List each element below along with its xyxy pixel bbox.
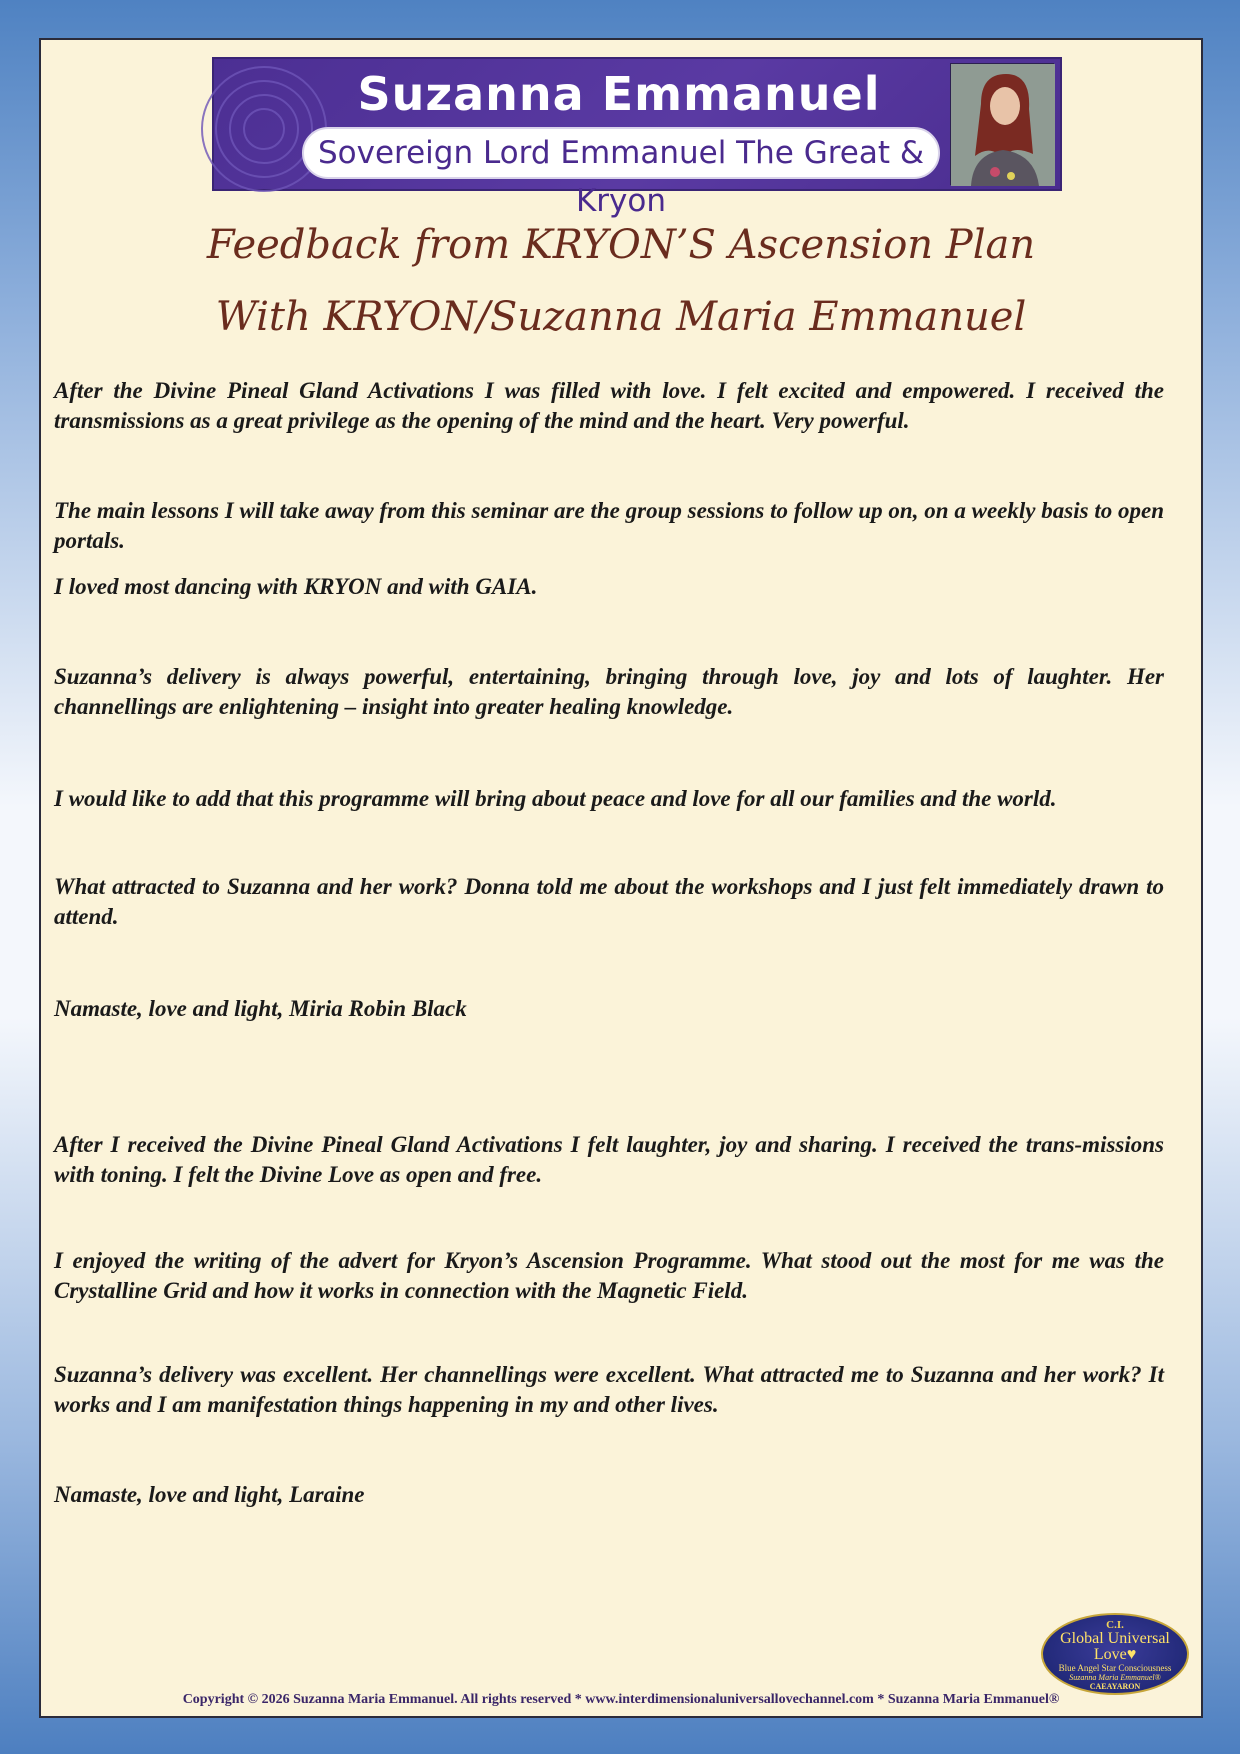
logo-line: C.I. (1106, 1619, 1124, 1631)
logo-line: CAEAYARON (1089, 1682, 1141, 1691)
global-universal-love-logo (1041, 1613, 1189, 1695)
banner-subtitle: Sovereign Lord Emmanuel The Great & Kryon (302, 127, 940, 179)
feedback-paragraph: I enjoyed the writing of the advert for Kryon’s Ascension Programme. What stood out the most for me was the Crystalline Grid and how it works in connection with the Magnetic Field. (54, 1248, 1164, 1303)
feedback-paragraph: Suzanna’s delivery is always powerful, entertaining, bringing through love, joy and lots of laughter. Her channellings are enlightening – insight into greater healing knowledge. (54, 664, 1164, 719)
portrait-photo (950, 63, 1054, 185)
banner-name: Suzanna Emmanuel (357, 67, 881, 121)
feedback-paragraph: I would like to add that this programme will bring about peace and love for all our families and the world. (54, 786, 1057, 811)
feedback-paragraph: The main lessons I will take away from this seminar are the group sessions to follow up on, on a weekly basis to open portals. (54, 498, 1164, 553)
signature-line: Namaste, love and light, Laraine (54, 1482, 365, 1507)
portrait-icon (951, 64, 1055, 186)
page-title-line1: Feedback from KRYON’S Ascension Plan (206, 222, 1036, 268)
feedback-paragraph: Suzanna’s delivery was excellent. Her channellings were excellent. What attracted me to Suzanna and her work? It works and I am manifestation things happening in my and other lives. (54, 1362, 1164, 1417)
logo-line: Blue Angel Star Consciousness (1058, 1663, 1172, 1673)
header-banner (212, 57, 1062, 219)
feedback-paragraph: I loved most dancing with KRYON and with GAIA. (54, 574, 538, 599)
feedback-paragraph: What attracted to Suzanna and her work? Donna told me about the workshops and I just felt immediately drawn to attend. (54, 874, 1164, 929)
logo-line: Suzanna Maria Emmanuel® (1069, 1673, 1161, 1682)
document-page (39, 38, 1203, 1718)
logo-line: Global Universal Love♥ (1060, 1630, 1170, 1663)
feedback-paragraph: After the Divine Pineal Gland Activations I was filled with love. I felt excited and empowered. I received the transmissions as a great privilege as the opening of the mind and the heart. Very powerful. (54, 378, 1164, 433)
page-title-line2: With KRYON/Suzanna Maria Emmanuel (215, 294, 1027, 340)
feedback-paragraph: After I received the Divine Pineal Gland Activations I felt laughter, joy and sharing. I received the trans-missions with toning. I felt the Divine Love as open and free. (54, 1132, 1164, 1187)
signature-line: Namaste, love and light, Miria Robin Black (54, 996, 467, 1021)
copyright-footer: Copyright © 2026 Suzanna Maria Emmanuel. All rights reserved * www.interdimensionaluniversallovechannel.com * Suzanna Maria Emmanuel® (182, 1692, 1060, 1707)
